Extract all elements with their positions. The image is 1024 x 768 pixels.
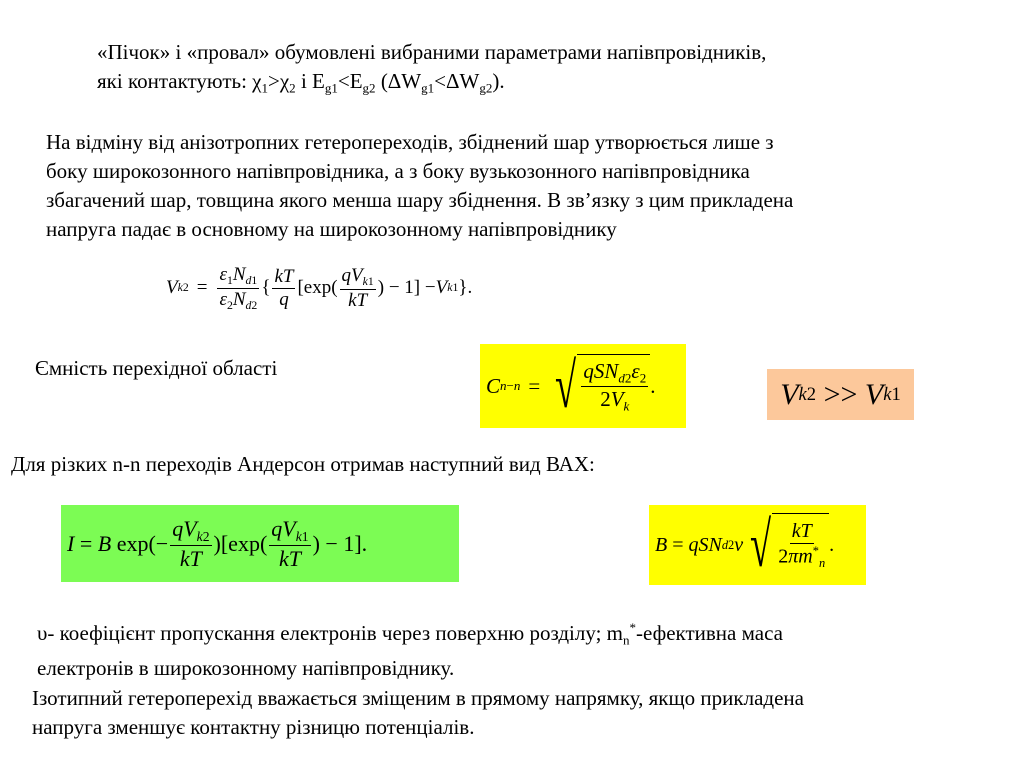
chi-symbol: χ bbox=[279, 69, 290, 93]
formula-vk2: V k 2 = $\frac{\varepsilon_1N_{d1}}{\varepsilon_2N_{d2}}$ { $\frac{kT}{q}$ [exp( $\frac{qV_{k1}}{kT}$ ) − 1] − V k 1 }. bbox=[166, 264, 473, 312]
paragraph-line: збагачений шар, товщина якого менша шару збіднення. В зв’язку з цим прикладена bbox=[46, 188, 794, 212]
text-fragment: -ефективна маса bbox=[636, 620, 783, 645]
chi-symbol: χ bbox=[252, 69, 262, 93]
vk-inequality-box: V k 2 >> V k 1 bbox=[767, 369, 914, 420]
sqrt-sign: √ $\frac{qSN_{d2}\varepsilon_2}{2V_k}$ bbox=[548, 354, 650, 418]
capacitance-label: Ємність перехідної області bbox=[35, 356, 278, 380]
paragraph-line: υ- коефіцієнт пропускання електронів через поверхню розділу; $m_n^*$-ефективна маса bbox=[37, 620, 783, 648]
b-formula-box: B = qSN d 2 ν √ $\frac{kT}{2\pi m^*_n}$ . bbox=[649, 505, 866, 585]
paragraph-line: які контактують: $\chi_1>\chi_2$ і $E_{g1}<E_{g2}$ $(\Delta W_{g1}<\Delta W_{g2})$. bbox=[97, 69, 505, 96]
text-fragment: які контактують: bbox=[97, 69, 253, 93]
paragraph-line: На відміну від анізотропних гетеропереходів, збіднений шар утворюється лише з bbox=[46, 130, 774, 154]
sqrt-sign: √ $\frac{kT}{2\pi m^*_n}$ bbox=[743, 513, 829, 577]
paragraph-upsilon bbox=[37, 613, 783, 683]
paragraph-line: напруга зменшує контактну різницю потенціалів. bbox=[32, 715, 475, 739]
paragraph-peaks-dips bbox=[97, 38, 766, 103]
paragraph-line: напруга падає в основному на широкозонному напівпровіднику bbox=[46, 217, 617, 241]
text-fragment: і E bbox=[295, 69, 325, 93]
paragraph-line: «Пічок» і «провал» обумовлені вибраними параметрами напівпровідників, bbox=[97, 40, 767, 64]
paragraph-line: боку широкозонного напівпровідника, а з боку вузькозонного напівпровідника bbox=[46, 159, 750, 183]
text-fragment: - коефіцієнт пропускання електронів через поверхню розділу; m bbox=[47, 620, 624, 645]
paragraph-anisotropic bbox=[46, 128, 793, 244]
capacitance-formula-box: C n − n = √ $\frac{qSN_{d2}\varepsilon_2}{2V_k}$ . bbox=[480, 344, 686, 428]
vax-formula-box: I = B exp(− $\frac{qV_{k2}}{kT}$ )[exp( $\frac{qV_{k1}}{kT}$ ) − 1]. bbox=[61, 505, 459, 582]
paragraph-line: Ізотипний гетероперехід вважається зміщеним в прямому напрямку, якщо прикладена bbox=[32, 686, 804, 710]
text-fragment: (ΔW bbox=[375, 69, 422, 93]
anderson-label: Для різких n-n переходів Андерсон отримав наступний вид ВАХ: bbox=[11, 452, 595, 476]
upsilon-symbol: υ bbox=[37, 620, 48, 645]
paragraph-line: електронів в широкозонному напівпровіднику. bbox=[37, 656, 455, 681]
paragraph-isotype bbox=[32, 684, 804, 742]
